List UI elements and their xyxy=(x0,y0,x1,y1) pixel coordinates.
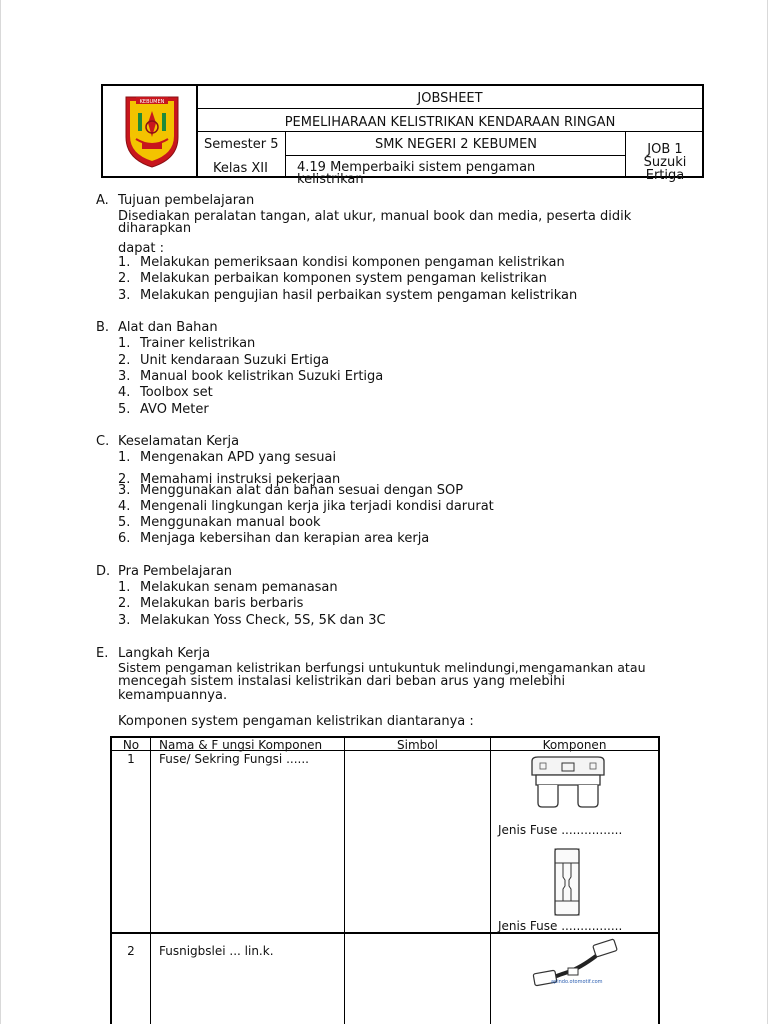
class-label: Kelas XII xyxy=(213,161,268,176)
table-border xyxy=(110,736,112,1024)
list-item: 3. Melakukan pengujian hasil perbaikan system pengaman kelistrikan xyxy=(118,288,578,303)
semester-label: Semester 5 xyxy=(204,137,279,152)
section-b-heading: B. Alat dan Bahan xyxy=(96,320,218,335)
tube-fuse-icon xyxy=(552,847,582,917)
header-divider xyxy=(285,155,625,156)
watermark: apindo.otomotif.com xyxy=(551,979,603,985)
section-e-paragraph: kemampuannya. xyxy=(118,688,228,703)
list-item: 2. Memahami instruksi pekerjaan xyxy=(118,472,341,487)
table-header-name: Nama & F ungsi Komponen xyxy=(159,738,323,752)
subject-title: PEMELIHARAAN KELISTRIKAN KENDARAAN RINGAN xyxy=(284,115,616,130)
list-item: 6. Menjaga kebersihan dan kerapian area kerja xyxy=(118,531,430,546)
table-row-no: 1 xyxy=(127,752,135,766)
list-item: 3. Menggunakan alat dan bahan sesuai dengan SOP xyxy=(118,483,464,498)
table-header-symbol: Simbol xyxy=(397,738,438,752)
table-border xyxy=(150,736,151,1024)
table-intro: Komponen system pengaman kelistrikan diantaranya : xyxy=(118,714,474,729)
list-item: 3. Melakukan Yoss Check, 5S, 5K dan 3C xyxy=(118,613,386,628)
fusible-link-icon xyxy=(528,938,628,994)
section-e-heading: E. Langkah Kerja xyxy=(96,646,211,661)
section-e-paragraph: mencegah sistem instalasi kelistrikan dari beban arus yang melebihi xyxy=(118,674,566,689)
section-c-heading: C. Keselamatan Kerja xyxy=(96,434,240,449)
list-item: 1. Trainer kelistrikan xyxy=(118,336,256,351)
table-border xyxy=(344,736,345,1024)
fuse-type-caption: Jenis Fuse ................ xyxy=(498,823,623,837)
list-item: 4. Toolbox set xyxy=(118,385,213,400)
list-item: 5. Menggunakan manual book xyxy=(118,515,321,530)
list-item: 1. Melakukan senam pemanasan xyxy=(118,580,338,595)
job-label: JOB 1 Suzuki Ertiga xyxy=(643,142,687,183)
list-item: 2. Unit kendaraan Suzuki Ertiga xyxy=(118,353,330,368)
list-item: 5. AVO Meter xyxy=(118,402,209,417)
section-e-paragraph: Sistem pengaman kelistrikan berfungsi untukuntuk melindungi,mengamankan atau xyxy=(118,660,646,675)
list-item: 3. Manual book kelistrikan Suzuki Ertiga xyxy=(118,369,384,384)
table-header-no: No xyxy=(122,738,140,752)
table-header-component: Komponen xyxy=(542,738,607,752)
table-border xyxy=(658,736,660,1024)
section-d-heading: D. Pra Pembelajaran xyxy=(96,564,233,579)
svg-text:KEBUMEN: KEBUMEN xyxy=(139,99,165,105)
header-divider xyxy=(196,108,704,109)
school-logo xyxy=(122,93,182,169)
section-a-intro: Disediakan peralatan tangan, alat ukur, manual book dan media, peserta didik diharapkan xyxy=(118,209,632,236)
competency-label: 4.19 Memperbaiki sistem pengaman kelistrikan xyxy=(297,160,536,187)
list-item: 1. Mengenakan APD yang sesuai xyxy=(118,450,337,465)
table-border xyxy=(490,736,491,1024)
list-item: 4. Mengenali lingkungan kerja jika terjadi kondisi darurat xyxy=(118,499,494,514)
table-row-name: Fuse/ Sekring Fungsi ...... xyxy=(159,752,309,766)
section-a-intro-cont: dapat : xyxy=(118,241,165,256)
list-item: 2. Melakukan baris berbaris xyxy=(118,596,304,611)
table-row-name: Fusnigbslei ... lin.k. xyxy=(159,944,274,958)
table-row-no: 2 xyxy=(127,944,135,958)
section-a-heading: A. Tujuan pembelajaran xyxy=(96,193,255,208)
blade-fuse-icon xyxy=(528,755,608,811)
jobsheet-title: JOBSHEET xyxy=(417,91,483,106)
fuse-type-caption: Jenis Fuse ................ xyxy=(498,919,623,933)
school-name: SMK NEGERI 2 KEBUMEN xyxy=(374,137,538,152)
list-item: 2. Melakukan perbaikan komponen system pengaman kelistrikan xyxy=(118,271,547,286)
list-item: 1. Melakukan pemeriksaan kondisi komponen pengaman kelistrikan xyxy=(118,255,565,270)
header-divider xyxy=(196,131,704,132)
